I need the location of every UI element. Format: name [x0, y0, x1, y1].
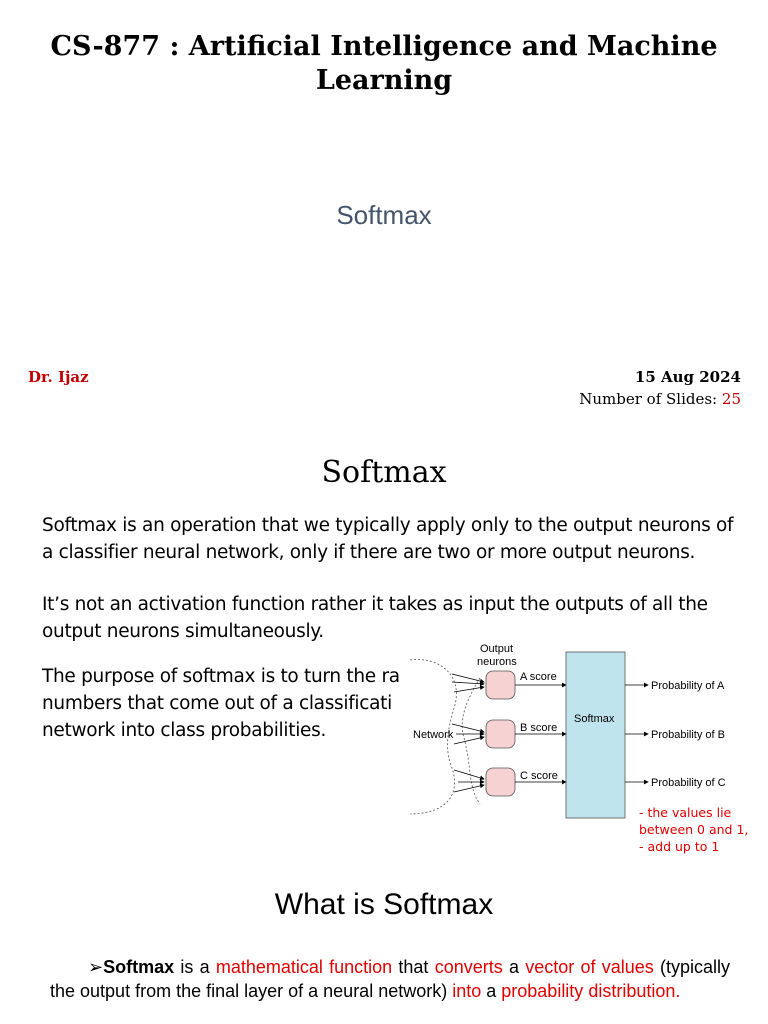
input-arrows [452, 674, 484, 792]
presentation-date: 15 Aug 2024 [634, 368, 741, 386]
slides-count-value: 25 [721, 390, 741, 408]
slides-count-line [579, 390, 741, 408]
a-score-label: A score [520, 671, 557, 683]
def-red-3: vector of values [525, 957, 654, 977]
def-text-6: . [675, 981, 681, 1001]
author-name: Dr. Ijaz [28, 368, 89, 386]
what-is-heading: What is Softmax [274, 888, 494, 921]
slides-count-label: Number of Slides: [579, 390, 718, 408]
values-note [639, 804, 764, 855]
softmax-diagram [402, 638, 738, 822]
note-line-2: between 0 and 1, [639, 822, 749, 837]
note-line-1: - the values lie [639, 805, 732, 820]
network-dashed-curve-right [462, 678, 480, 804]
probability-c-label: Probability of C [651, 777, 726, 789]
softmax-box [566, 652, 625, 818]
c-score-label: C score [520, 770, 558, 782]
def-red-5: probability distribution [501, 981, 676, 1001]
bullet-arrow-icon: ➢ [88, 957, 104, 977]
softmax-box-label: Softmax [574, 713, 615, 725]
def-text-2: that [392, 957, 435, 977]
paragraph-not-activation: It’s not an activation function rather it takes as input the outputs of all the output neurons simultaneously. [42, 594, 708, 642]
def-text-1: is a [174, 957, 216, 977]
output-neurons-label-1: Output [480, 643, 514, 655]
softmax-definition [50, 955, 730, 1003]
def-red-4: into [452, 981, 482, 1001]
probability-a-label: Probability of A [651, 680, 725, 692]
def-text-4: (typically the output from the final layer of a neural network) [50, 957, 731, 1001]
purpose-line-2: numbers that come out of a classificati [42, 693, 392, 714]
paragraph-purpose [42, 663, 402, 744]
purpose-line-1: The purpose of softmax is to turn the ra [42, 666, 400, 687]
neuron-c [486, 768, 515, 796]
neuron-b [486, 720, 515, 748]
note-line-3: - add up to 1 [639, 839, 720, 854]
probability-b-label: Probability of B [651, 729, 725, 741]
paragraph-definition: Softmax is an operation that we typically apply only to the output neurons of a classifier neural network, only if there are two or more output neurons. [42, 515, 734, 563]
purpose-line-3: network into class probabilities. [42, 720, 327, 741]
def-text-3: a [502, 957, 526, 977]
presentation-subtitle: Softmax [336, 200, 432, 230]
network-label: Network [413, 729, 454, 741]
term-softmax: Softmax [103, 957, 175, 977]
slide-heading: Softmax [321, 455, 447, 490]
b-score-label: B score [520, 722, 558, 734]
def-red-1: mathematical function [215, 957, 393, 977]
neuron-a [486, 671, 515, 699]
output-neurons-label-2: neurons [477, 656, 517, 668]
course-title: CS-877 : Artificial Intelligence and Machine Learning [50, 31, 718, 96]
def-red-2: converts [434, 957, 503, 977]
probability-arrows [625, 685, 648, 782]
def-text-5: a [481, 981, 502, 1001]
